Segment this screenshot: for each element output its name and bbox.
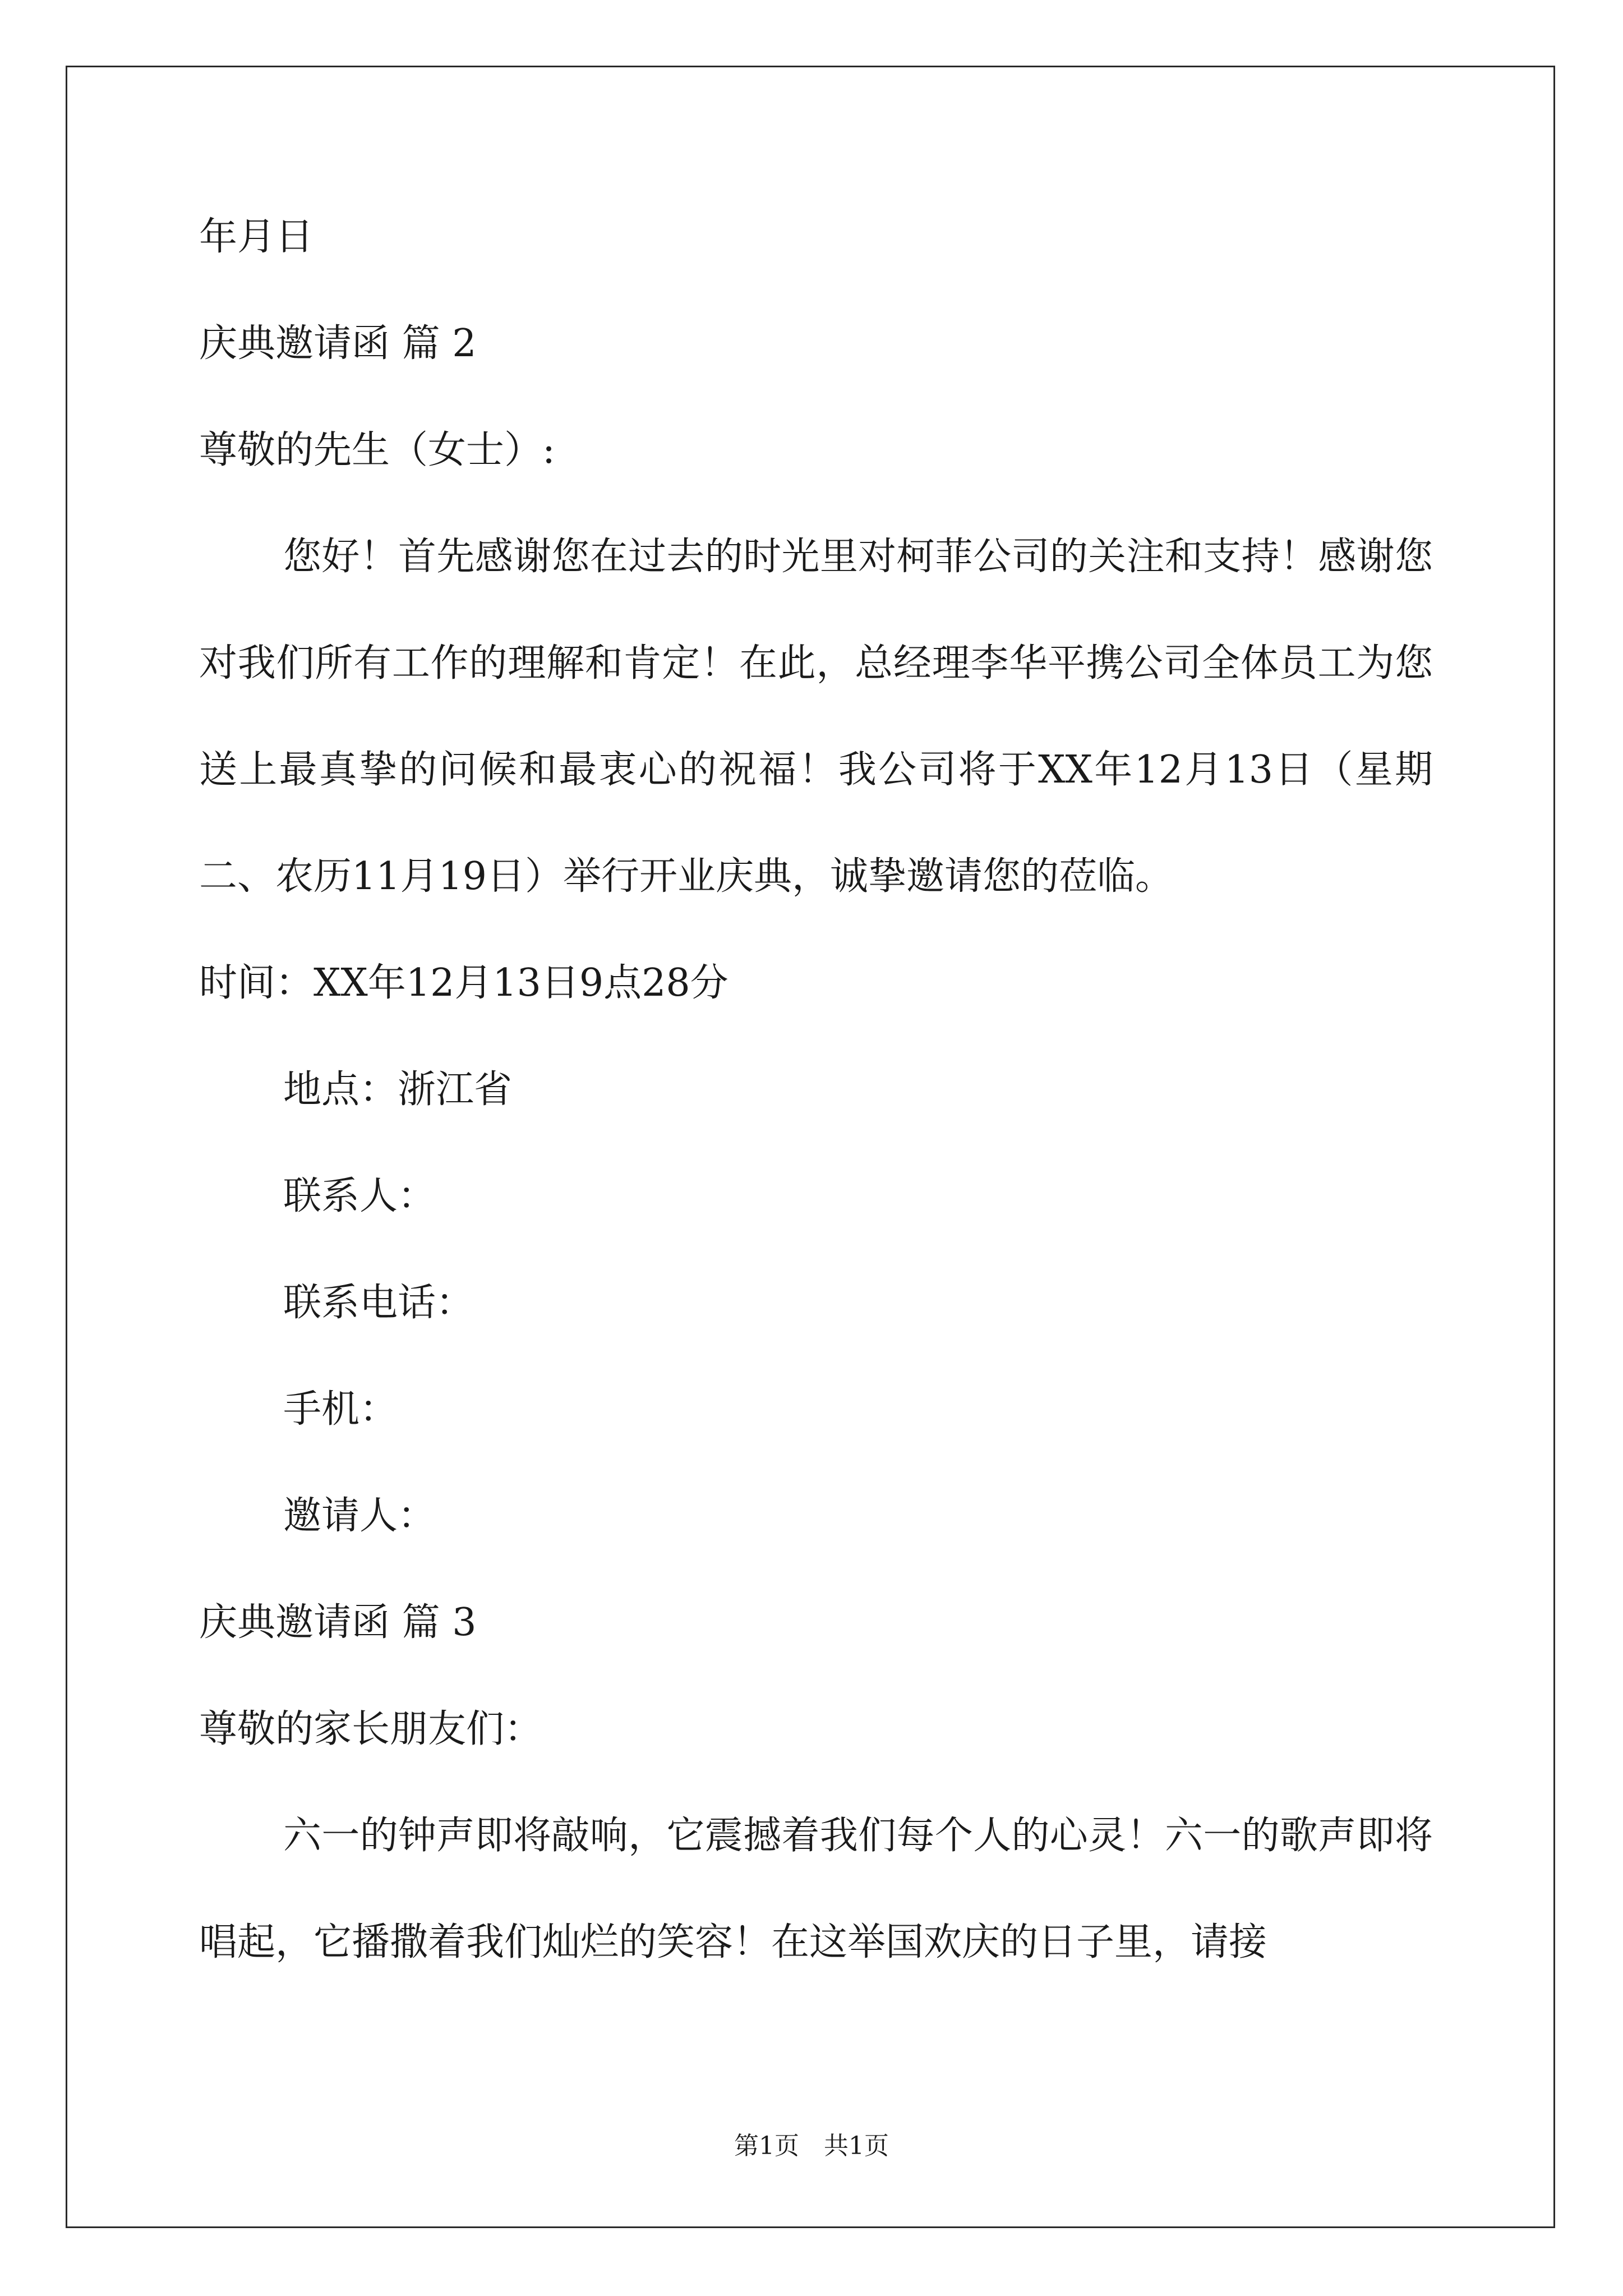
date-line: 年月日	[199, 215, 314, 259]
contact-person: 联系人：	[283, 1174, 436, 1218]
event-place: 地点：浙江省	[283, 1068, 513, 1112]
document-body	[199, 216, 1433, 1996]
section2-salutation: 尊敬的先生（女士）:	[199, 428, 555, 472]
section3-heading: 庆典邀请函 篇 3	[199, 1600, 477, 1645]
inviter: 邀请人：	[283, 1494, 436, 1538]
contact-phone: 联系电话：	[283, 1281, 474, 1325]
page-footer: 第1页 共1页	[734, 2132, 889, 2160]
mobile: 手机：	[283, 1387, 398, 1432]
section2-heading: 庆典邀请函 篇 2	[199, 321, 477, 366]
section2-body: 您好！首先感谢您在过去的时光里对柯菲公司的关注和支持！感谢您对我们所有工作的理解和肯定！在此，总经理李华平携公司全体员工为您送上最真挚的问候和最衷心的祝福！我公司将于XX年12月13日（星期二、农历11月19日）举行开业庆典，诚挚邀请您的莅临。	[199, 535, 1433, 899]
section3-salutation: 尊敬的家长朋友们：	[199, 1707, 543, 1751]
event-time: 时间：XX年12月13日9点28分	[199, 961, 728, 1005]
section3-body: 六一的钟声即将敲响，它震撼着我们每个人的心灵！六一的歌声即将唱起，它播撒着我们灿烂的笑容！在这举国欢庆的日子里，请接	[199, 1814, 1433, 1964]
